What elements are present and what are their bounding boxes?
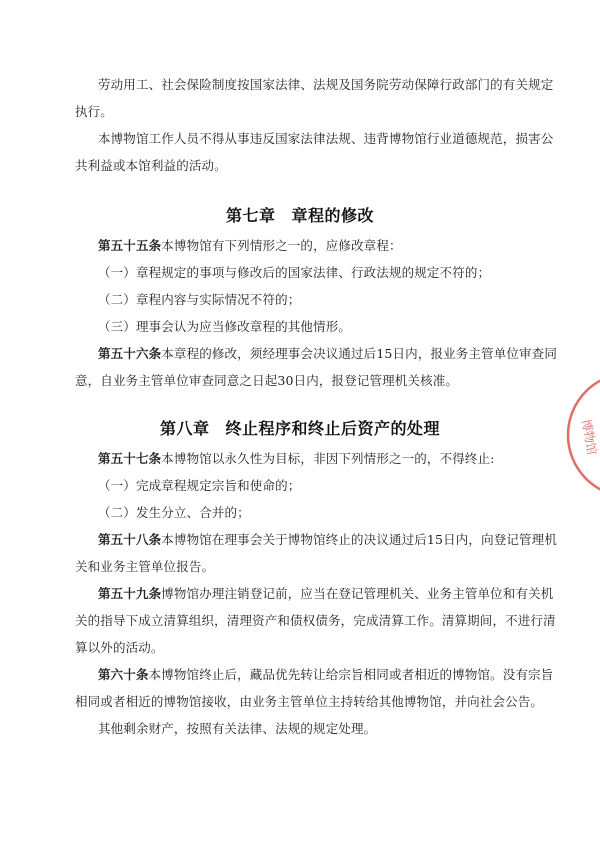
text: （一）完成章程规定宗旨和使命的； (98, 478, 301, 493)
article-57 (98, 451, 495, 467)
article-55 (98, 238, 402, 254)
text: 算以外的活动。 (75, 640, 164, 655)
article-label: 第五十八条 (98, 532, 162, 547)
text: 相同或者相近的博物馆接收，由业务主管单位主持转给其他博物馆，并向社会公告。 (75, 694, 544, 709)
article-59 (98, 586, 553, 602)
text: 关的指导下成立清算组织，清理资产和债权债务，完成清算工作。清算期间，不进行清 (75, 613, 556, 628)
article-58 (98, 532, 557, 548)
chapter-heading (0, 206, 600, 226)
article-label: 第五十五条 (98, 238, 162, 253)
article-text: 本博物馆有下列情形之一的，应修改章程： (161, 238, 402, 253)
text: 关和业务主管单位报告。 (75, 559, 215, 574)
paragraph-line (75, 104, 113, 120)
article-text: 本博物馆在理事会关于博物馆终止的决议通过后15日内，向登记管理机 (161, 532, 557, 547)
paragraph-line (75, 158, 227, 174)
article-label: 第五十九条 (98, 586, 162, 601)
text: 其他剩余财产，按照有关法律、法规的规定处理。 (98, 721, 377, 736)
article-label: 第五十七条 (98, 451, 162, 466)
list-item (98, 319, 351, 335)
paragraph-line (75, 613, 556, 629)
paragraph-line (75, 640, 164, 656)
text: 劳动用工、社会保险制度按国家法律、法规及国务院劳动保障行政部门的有关规定 (98, 77, 554, 92)
chapter-number: 第七章 (225, 206, 276, 225)
paragraph-line (98, 721, 376, 737)
text: 共利益或本馆利益的活动。 (75, 158, 227, 173)
text: 本博物馆工作人员不得从事违反国家法律法规、违背博物馆行业道德规范，损害公 (98, 131, 554, 146)
list-item (98, 292, 300, 308)
article-text: 博物馆办理注销登记前，应当在登记管理机关、业务主管单位和有关机 (161, 586, 554, 601)
chapter-title: 章程的修改 (291, 206, 375, 225)
paragraph-line (75, 373, 458, 389)
text: （二）章程内容与实际情况不符的； (98, 292, 301, 307)
text: （三）理事会认为应当修改章程的其他情形。 (98, 319, 352, 334)
article-text: 本博物馆终止后，藏品优先转让给宗旨相同或者相近的博物馆。没有宗旨 (148, 667, 554, 682)
chapter-title: 终止程序和终止后资产的处理 (225, 419, 441, 438)
seal-text: 博物馆 (579, 418, 600, 456)
article-text: 本章程的修改，须经理事会决议通过后15日内，报业务主管单位审查同 (161, 346, 557, 361)
article-label: 第六十条 (98, 667, 149, 682)
text: 意，自业务主管单位审查同意之日起30日内，报登记管理机关核准。 (75, 373, 459, 388)
paragraph-line (98, 131, 553, 147)
chapter-heading (0, 419, 600, 439)
list-item (98, 505, 250, 521)
paragraph-line (75, 559, 214, 575)
list-item (98, 265, 490, 281)
chapter-number: 第八章 (159, 419, 210, 438)
paragraph-line (98, 77, 553, 93)
article-text: 本博物馆以永久性为目标，非因下列情形之一的，不得终止: (161, 451, 495, 466)
article-56 (98, 346, 557, 362)
seal-stamp (560, 360, 600, 510)
article-60 (98, 667, 553, 683)
article-label: 第五十六条 (98, 346, 162, 361)
paragraph-line (75, 694, 543, 710)
text: （二）发生分立、合并的； (98, 505, 250, 520)
text: 执行。 (75, 104, 113, 119)
text: （一）章程规定的事项与修改后的国家法律、行政法规的规定不符的； (98, 265, 491, 280)
list-item (98, 478, 300, 494)
